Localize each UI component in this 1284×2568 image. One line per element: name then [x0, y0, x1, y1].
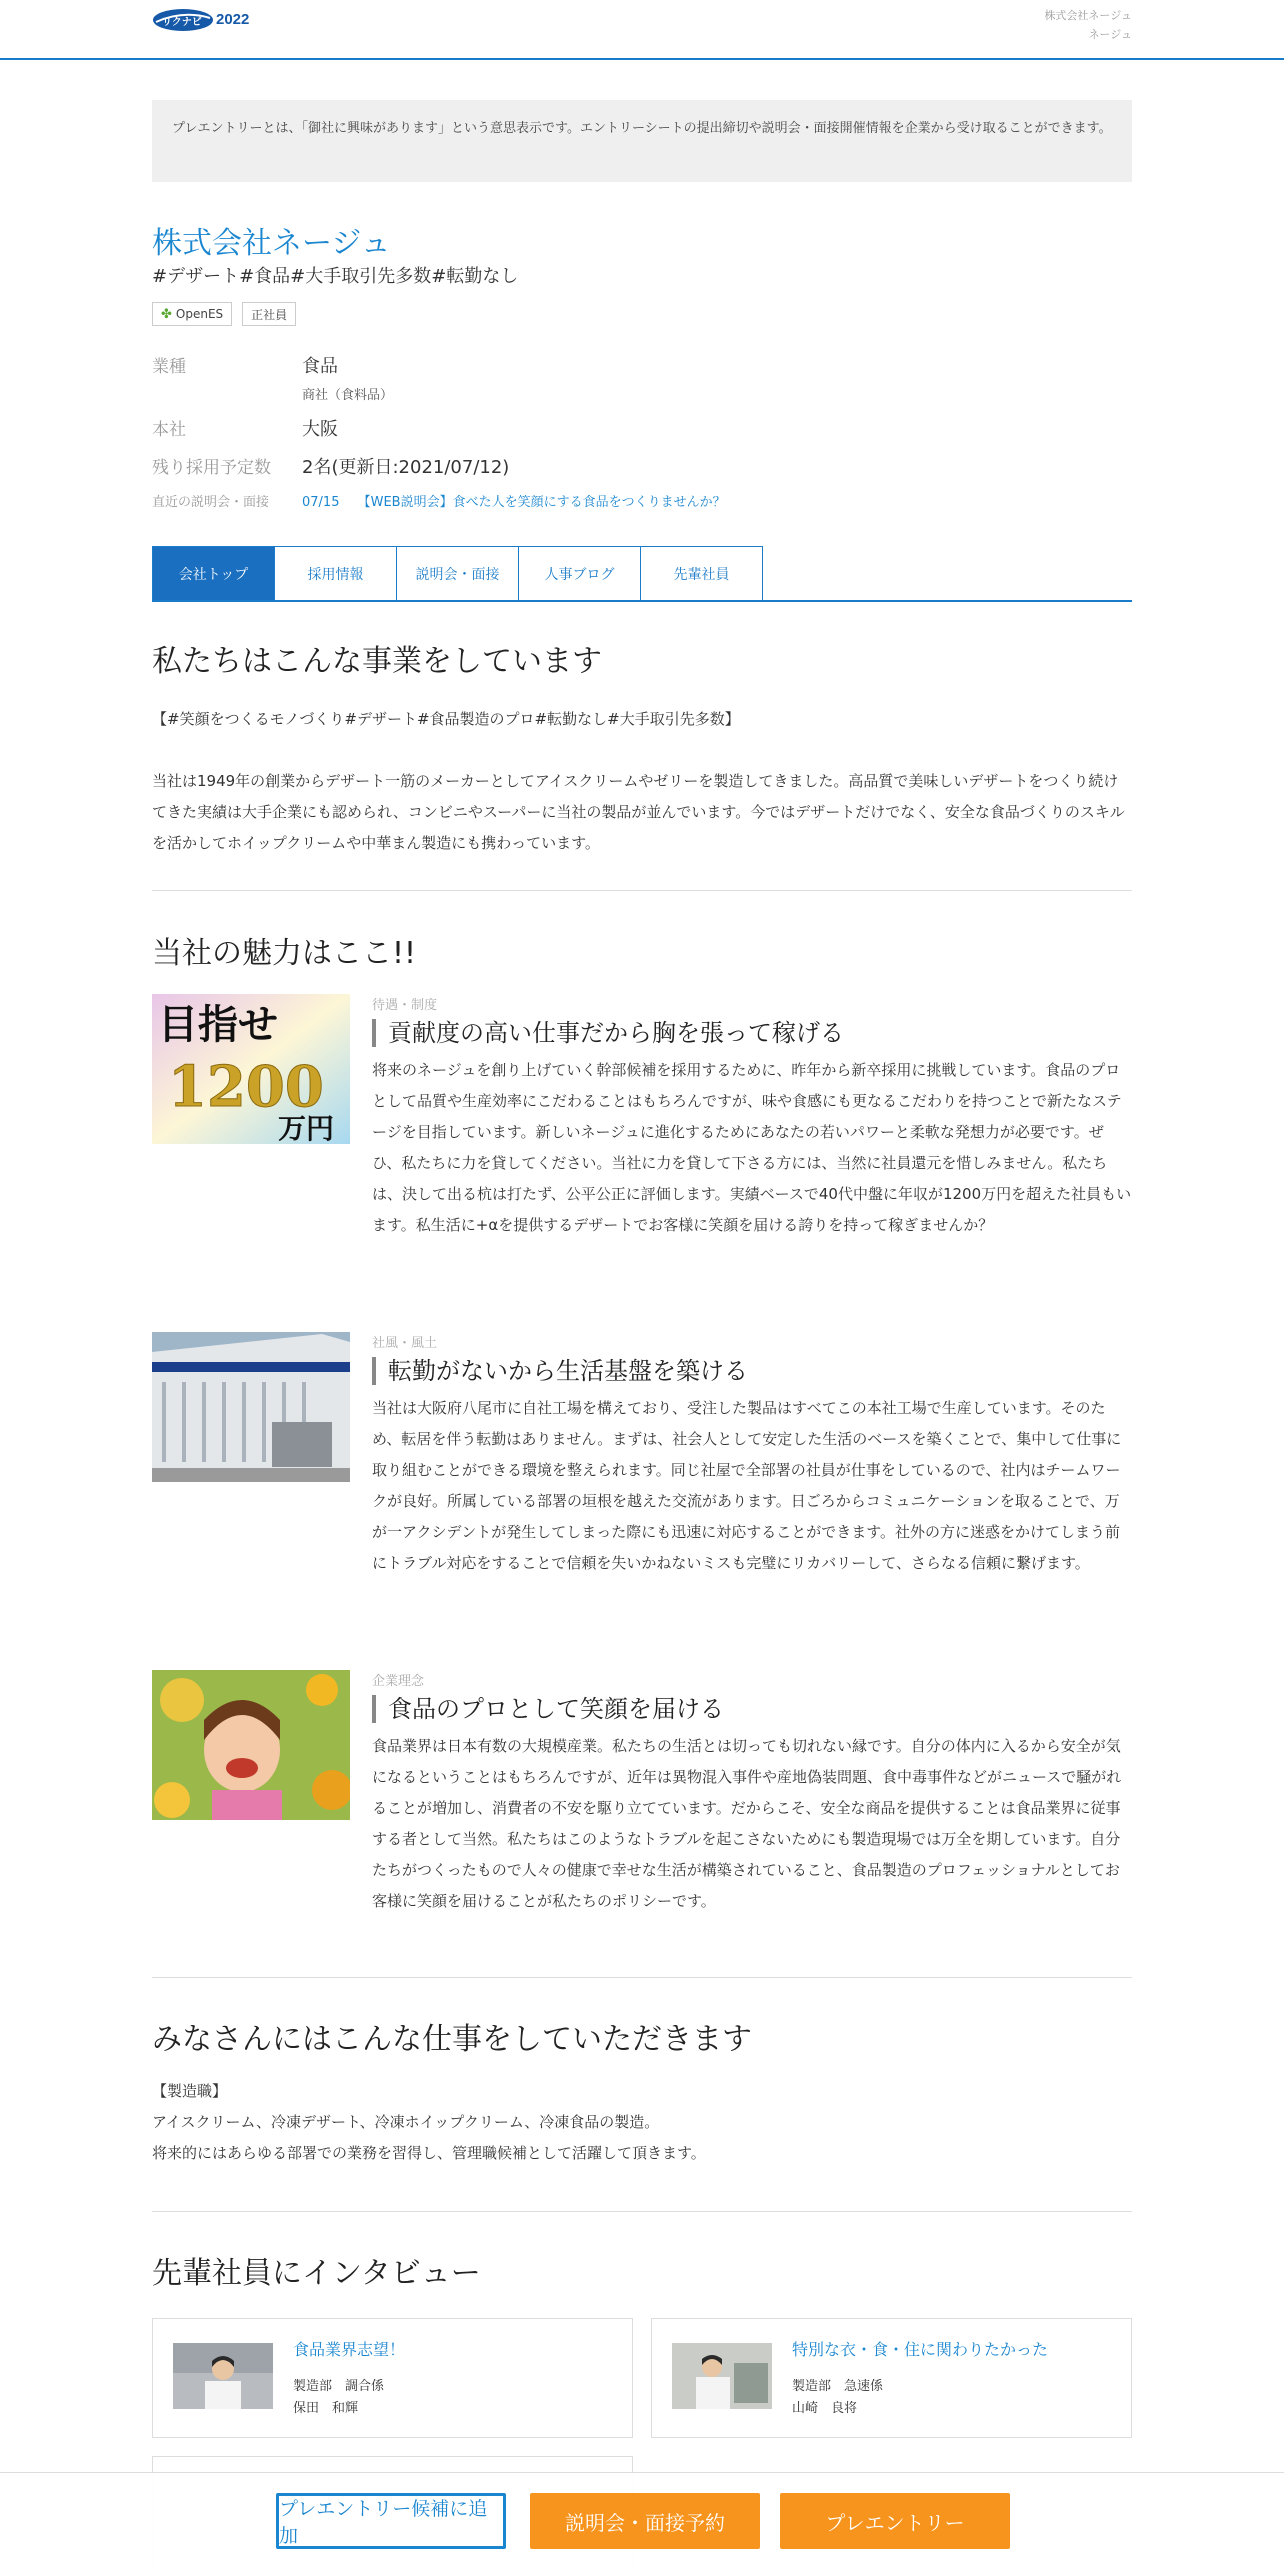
clover-icon: ✤ — [161, 306, 172, 322]
work-line-3: 将来的にはあらゆる部署での業務を習得し、管理職候補として活躍して頂きます。 — [152, 2144, 706, 2162]
info-hq — [152, 415, 1132, 441]
business-text: 当社は1949年の創業からデザート一筋のメーカーとしてアイスクリームやゼリーを製造してきました。高品質で美味しいデザートをつくり続けてきた実績は大手企業にも認められ、コンビニやスーパーに当社の製品が並んでいます。今ではデザートだけでなく、安全な食品づくりのスキルを活かしてホイップクリームや中華まん製造にも携わっています。 — [152, 772, 1125, 852]
tab-senior-staff[interactable]: 先輩社員 — [640, 546, 763, 600]
salary-image — [152, 994, 350, 1144]
smiling-child-image — [152, 1670, 350, 1820]
work-line-2: アイスクリーム、冷凍デザート、冷凍ホイップクリーム、冷凍食品の製造。 — [152, 2113, 660, 2131]
preentry-notice: プレエントリーとは、「御社に興味があります」という意思表示です。エントリーシートの提出締切や説明会・面接開催情報を企業から受け取ることができます。 — [152, 100, 1132, 182]
svg-text:目指せ: 目指せ — [158, 1001, 278, 1048]
business-tagline: 【#笑顔をつくるモノづくり#デザート#食品製造のプロ#転勤なし#大手取引先多数】 — [152, 710, 740, 728]
interview-card-title: 食品業界志望！ — [293, 2340, 406, 2359]
work-title: みなさんにはこんな仕事をしていただきます — [152, 2022, 752, 2057]
add-preentry-candidate-button[interactable]: プレエントリー候補に追加 — [276, 2493, 506, 2549]
info-event — [152, 491, 1132, 510]
appeal-body — [372, 994, 1132, 1241]
appeal-category: 社風・風土 — [372, 1336, 438, 1351]
info-label: 業種 — [152, 357, 186, 377]
seminar-reservation-button[interactable]: 説明会・面接予約 — [530, 2493, 760, 2549]
badges — [152, 302, 296, 326]
appeal-title: 当社の魅力はここ!! — [152, 936, 417, 971]
svg-text:万円: 万円 — [278, 1112, 335, 1144]
info-industry — [152, 352, 1132, 403]
company-tabs — [152, 546, 1132, 602]
header-company — [1044, 6, 1132, 44]
interview-card[interactable] — [651, 2318, 1132, 2438]
header-company-short: ネージュ — [1088, 28, 1132, 41]
appeal-category: 企業理念 — [372, 1674, 425, 1689]
info-value: 2名(更新日:2021/07/12) — [302, 457, 510, 478]
divider — [152, 1977, 1132, 1978]
tab-company-top[interactable]: 会社トップ — [152, 546, 275, 600]
interview-title: 先輩社員にインタビュー — [152, 2256, 481, 2291]
interview-card[interactable] — [152, 2318, 633, 2438]
appeal-text: 将来のネージュを創り上げていく幹部候補を採用するために、昨年から新卒採用に挑戦しています。食品のプロとして品質や生産効率にこだわることはもちろんですが、味や食感にも更なるこだわりを持つことで新たなステージを目指しています。新しいネージュに進化するためにあなたの若いパワーと柔軟な発想力が必要です。ぜひ、私たちに力を貸してください。当社に力を貸して下さる方には、当然に社員還元を惜しみません。私たちは、決して出る杭は打たず、公平公正に評価します。実績ベースで40代中盤に年収が1200万円を超えた社員もいます。私生活に+αを提供するデザートでお客様に笑顔を届ける誇りを持って稼ぎませんか？ — [372, 1061, 1132, 1234]
interview-card-person: 保田 和輝 — [293, 2401, 359, 2416]
appeal-body — [372, 1332, 1132, 1579]
bottom-action-bar — [0, 2472, 1284, 2568]
appeal-text: 当社は大阪府八尾市に自社工場を構えており、受注した製品はすべてこの本社工場で生産しています。そのため、転居を伴う転勤はありません。まずは、社会人として安定した生活のベースを築くことで、集中して仕事に取り組むことができる環境を整えられます。同じ社屋で全部署の社員が仕事をしているので、社内はチームワークが良好。所属している部署の垣根を越えた交流があります。日ごろからコミュニケーションを取ることで、万が一アクシデントが発生してしまった際にも迅速に対応することができます。社外の方に迷惑をかけてしまう前にトラブル対応をすることで信頼を失いかねないミスも完璧にリカバリーして、さらなる信頼に繋げます。 — [372, 1399, 1122, 1572]
tab-seminar[interactable]: 説明会・面接 — [396, 546, 519, 600]
info-openings — [152, 453, 1132, 479]
appeal-heading: 転勤がないから生活基盤を築ける — [372, 1357, 1132, 1385]
info-sub: 商社（食料品） — [302, 388, 394, 403]
employee-photo — [173, 2343, 273, 2409]
svg-text:リクナビ: リクナビ — [162, 17, 202, 28]
info-label: 残り採用予定数 — [152, 458, 271, 478]
appeal-heading: 食品のプロとして笑顔を届ける — [372, 1695, 1132, 1723]
badge-label: OpenES — [175, 307, 224, 321]
appeal-body — [372, 1670, 1132, 1917]
appeal-text: 食品業界は日本有数の大規模産業。私たちの生活とは切っても切れない縁です。自分の体内に入るから安全が気になるということはもちろんですが、近年は異物混入事件や産地偽装問題、食中毒事件などがニュースで騒がれることが増加し、消費者の不安を駆り立てています。だからこそ、安全な商品を提供することは食品業界に従事する者として当然。私たちはこのようなトラブルを起こさないためにも製造現場では万全を期しています。自分たちがつくったもので人々の健康で幸せな生活が構築されていること、食品製造のプロフェッショナルとしてお客様に笑顔を届けることが私たちのポリシーです。 — [372, 1737, 1122, 1910]
rikunabi-logo[interactable] — [152, 4, 249, 34]
employment-badge — [242, 302, 296, 326]
event-date: 07/15 — [302, 495, 340, 510]
work-line-1: 【製造職】 — [152, 2082, 228, 2100]
interview-card-dept: 製造部 急速係 — [792, 2379, 884, 2394]
info-value: 食品 — [302, 356, 338, 377]
logo-year: 2022 — [216, 10, 250, 28]
info-label: 直近の説明会・面接 — [152, 495, 270, 510]
divider — [152, 2211, 1132, 2212]
info-label: 本社 — [152, 420, 186, 440]
business-title: 私たちはこんな事業をしています — [152, 644, 602, 679]
openes-badge — [152, 302, 232, 326]
factory-image — [152, 1332, 350, 1482]
company-info — [152, 352, 1132, 522]
company-name: 株式会社ネージュ — [152, 226, 391, 261]
info-value — [302, 491, 740, 510]
interview-card-person: 山崎 良将 — [792, 2401, 858, 2416]
preentry-button[interactable]: プレエントリー — [780, 2493, 1010, 2549]
divider — [152, 890, 1132, 891]
tab-recruitment[interactable]: 採用情報 — [274, 546, 397, 600]
employee-photo — [672, 2343, 772, 2409]
info-value: 大阪 — [302, 419, 338, 440]
logo-swoosh-icon — [152, 6, 214, 32]
site-header — [0, 0, 1284, 60]
interview-card-title: 特別な衣・食・住に関わりたかった — [792, 2340, 1049, 2359]
appeal-category: 待遇・制度 — [372, 998, 438, 1013]
header-company-name: 株式会社ネージュ — [1044, 9, 1132, 22]
appeal-heading: 貢献度の高い仕事だから胸を張って稼げる — [372, 1019, 1132, 1047]
interview-card-dept: 製造部 調合係 — [293, 2379, 385, 2394]
company-tags: #デザート#食品#大手取引先多数#転勤なし — [152, 266, 519, 287]
badge-label: 正社員 — [251, 307, 288, 322]
tab-hr-blog[interactable]: 人事ブログ — [518, 546, 641, 600]
svg-text:1200: 1200 — [168, 1054, 324, 1120]
event-link[interactable]: 【WEB説明会】食べた人を笑顔にする食品をつくりませんか？ — [357, 495, 726, 510]
